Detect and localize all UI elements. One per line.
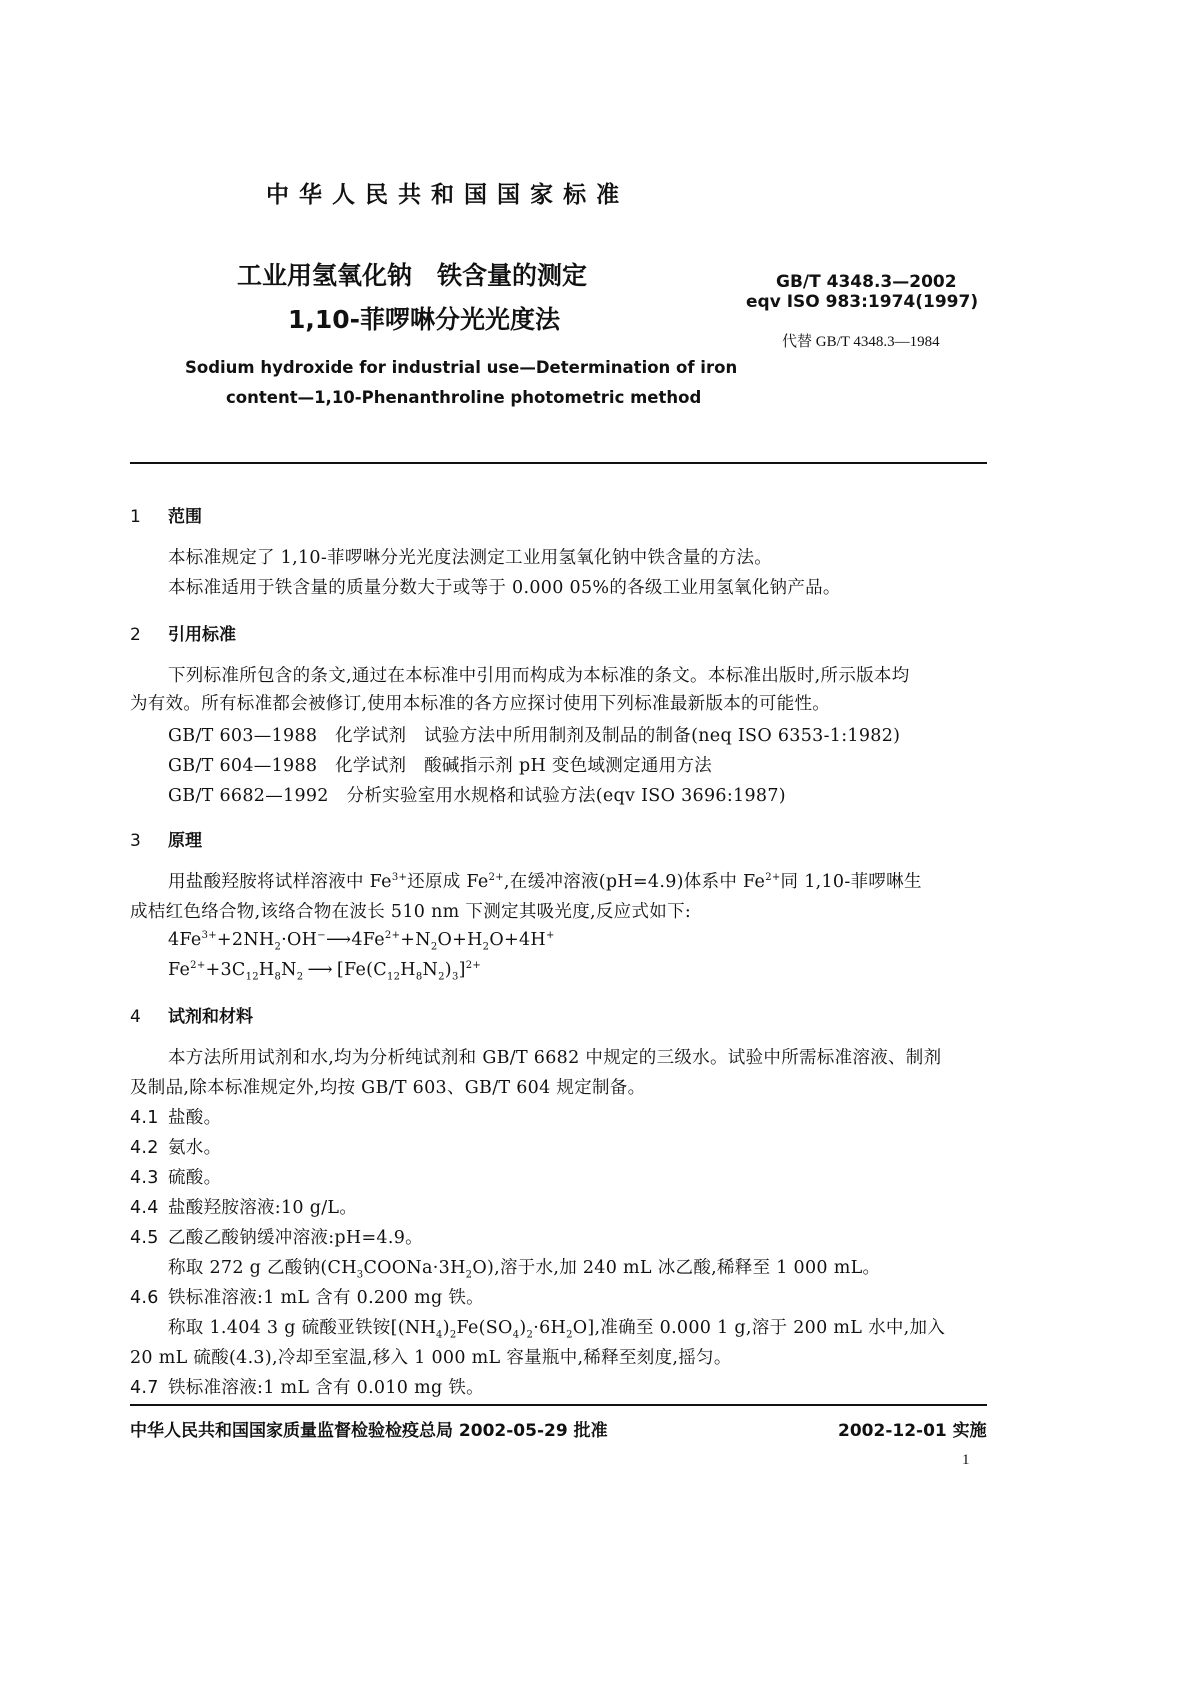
principle-paragraph: 用盐酸羟胺将试样溶液中 $Fe^{3+}$还原成 $Fe^{2+}$,在缓冲溶液(pH=4.9)体系中 $Fe^{2+}$同 1,10-菲啰啉生 [168, 872, 922, 892]
item-4-5: 4.5 乙酸乙酸钠缓冲溶液:pH=4.9。 [130, 1228, 423, 1248]
title-cn-line2: 1,10-菲啰啉分光光度法 [288, 305, 561, 334]
item-4-6: 4.6 铁标准溶液:1 mL 含有 0.200 mg 铁。 [130, 1288, 484, 1308]
approval-line: 中华人民共和国国家质量监督检验检疫总局 2002-05-29 批准 [130, 1421, 608, 1441]
title-cn-line1: 工业用氢氧化钠 铁含量的测定 [237, 261, 588, 290]
page-number: 1 [962, 1452, 970, 1468]
replaces-standard: 代替 GB/T 4348.3—1984 [782, 334, 940, 350]
reference-item: GB/T 604—1988 化学试剂 酸碱指示剂 pH 变色域测定通用方法 [168, 756, 713, 776]
standard-number: GB/T 4348.3—2002 [776, 272, 957, 292]
paragraph: 成桔红色络合物,该络合物在波长 510 nm 下测定其吸光度,反应式如下: [130, 902, 692, 922]
section-number: 3 [130, 831, 141, 851]
item-4-7: 4.7 铁标准溶液:1 mL 含有 0.010 mg 铁。 [130, 1378, 484, 1398]
national-standard-header: 中 华 人 民 共 和 国 国 家 标 准 [266, 182, 621, 208]
equation-2: $Fe^{2+}+3C_{12}H_8N_2$ ⟶ $[Fe(C_{12}H_8N_2)_3]^{2+}$ [168, 960, 482, 983]
section-4-heading [130, 1002, 253, 1027]
item-4-1: 4.1 盐酸。 [130, 1108, 222, 1128]
section-2-heading [130, 620, 236, 645]
paragraph: 本标准适用于铁含量的质量分数大于或等于 0.000 05%的各级工业用氢氧化钠产品。 [168, 578, 841, 598]
section-title: 范围 [168, 507, 202, 527]
reference-item: GB/T 603—1988 化学试剂 试验方法中所用制剂及制品的制备(neq ISO 6353-1:1982) [168, 726, 901, 746]
paragraph: 下列标准所包含的条文,通过在本标准中引用而构成为本标准的条文。本标准出版时,所示版本均 [168, 666, 910, 686]
section-number: 2 [130, 625, 141, 645]
top-divider [130, 462, 987, 464]
title-en-line1: Sodium hydroxide for industrial use—Determination of iron [185, 358, 738, 377]
title-en-line2: content—1,10-Phenanthroline photometric method [226, 388, 702, 407]
section-3-heading [130, 826, 202, 851]
bottom-divider [130, 1404, 987, 1406]
item-4-3: 4.3 硫酸。 [130, 1168, 222, 1188]
section-title: 原理 [168, 831, 202, 851]
section-1-heading [130, 502, 202, 527]
item-4-6-detail: 称取 1.404 3 g 硫酸亚铁铵$[(NH_4)_2Fe(SO_4)_2\cdot 6H_2O]$,准确至 0.000 1 g,溶于 200 mL 水中,加入 [168, 1318, 946, 1341]
section-number: 1 [130, 507, 141, 527]
section-title: 试剂和材料 [168, 1007, 253, 1027]
item-4-6-detail-line2: 20 mL 硫酸(4.3),冷却至室温,移入 1 000 mL 容量瓶中,稀释至刻度,摇匀。 [130, 1348, 732, 1368]
item-4-5-detail: 称取 272 g 乙酸钠$(CH_3COONa\cdot 3H_2O)$,溶于水,加 240 mL 冰乙酸,稀释至 1 000 mL。 [168, 1258, 881, 1281]
section-title: 引用标准 [168, 625, 236, 645]
iso-equivalence: eqv ISO 983:1974(1997) [746, 292, 979, 312]
item-4-4: 4.4 盐酸羟胺溶液:10 g/L。 [130, 1198, 358, 1218]
paragraph: 本标准规定了 1,10-菲啰啉分光光度法测定工业用氢氧化钠中铁含量的方法。 [168, 548, 773, 568]
paragraph: 为有效。所有标准都会被修订,使用本标准的各方应探讨使用下列标准最新版本的可能性。 [130, 694, 831, 714]
equation-1: $4Fe^{3+}+2NH_2\cdot OH^-⟶4Fe^{2+}+N_2O+H_2O+4H^+$ [168, 930, 555, 953]
paragraph: 及制品,除本标准规定外,均按 GB/T 603、GB/T 604 规定制备。 [130, 1078, 646, 1098]
item-4-2: 4.2 氨水。 [130, 1138, 222, 1158]
reference-item: GB/T 6682—1992 分析实验室用水规格和试验方法(eqv ISO 3696:1987) [168, 786, 786, 806]
implementation-date: 2002-12-01 实施 [838, 1421, 987, 1441]
section-number: 4 [130, 1007, 141, 1027]
paragraph: 本方法所用试剂和水,均为分析纯试剂和 GB/T 6682 中规定的三级水。试验中所需标准溶液、制剂 [168, 1048, 942, 1068]
